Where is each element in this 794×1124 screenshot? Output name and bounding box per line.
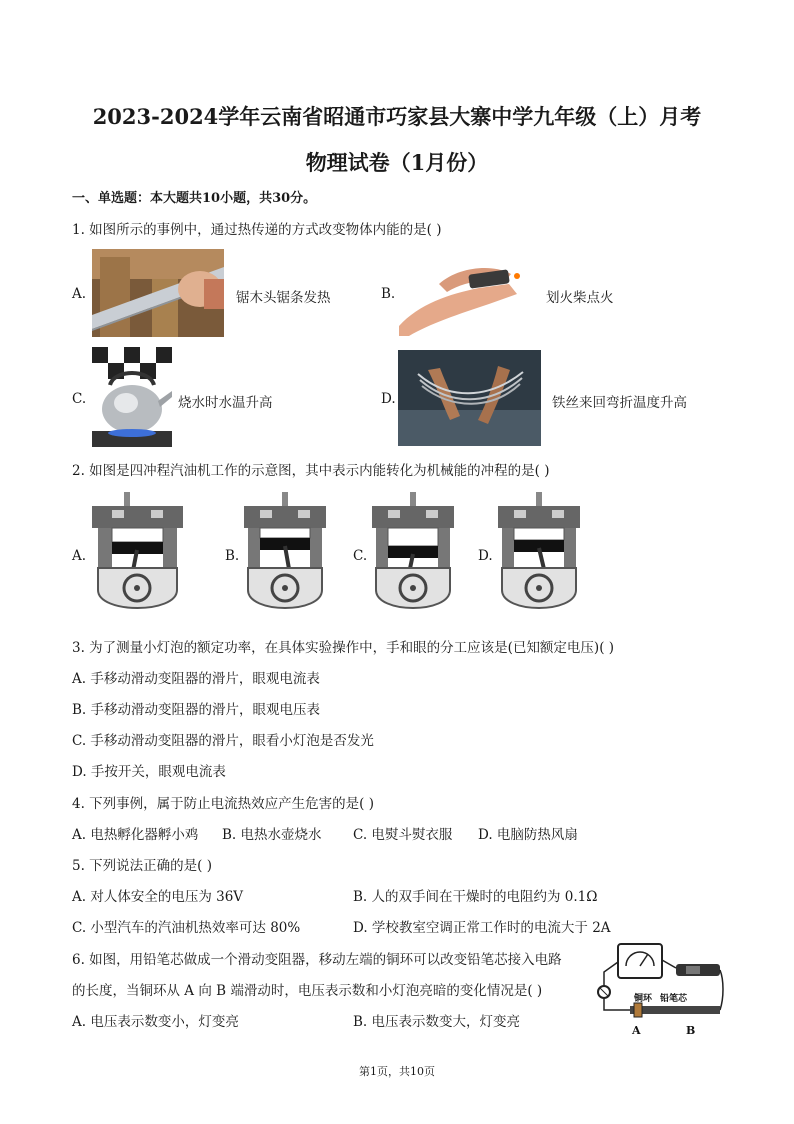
q6-option-a: A. 电压表示数变小，灯变亮 [72, 1014, 239, 1030]
question-6-stem-line2: 的长度，当铜环从 A 向 B 端滑动时，电压表示数和小灯泡亮暗的变化情况是( ) [72, 983, 543, 999]
q5-option-c: C. 小型汽车的汽油机热效率可达 80% [72, 920, 301, 936]
q4-option-c: C. 电熨斗熨衣服 [353, 827, 453, 843]
q1-option-b-letter: B. [381, 286, 396, 302]
q3-option-b: B. 手移动滑动变阻器的滑片，眼观电压表 [72, 702, 321, 718]
q2-engine-diagram-d [496, 490, 582, 614]
q3-option-c: C. 手移动滑动变阻器的滑片，眼看小灯泡是否发光 [72, 733, 374, 749]
q1-option-c-letter: C. [72, 391, 87, 407]
q2-option-a-letter: A. [72, 548, 87, 564]
question-1-stem: 1. 如图所示的事例中，通过热传递的方式改变物体内能的是( ) [72, 222, 442, 238]
pencil-lead-icon [630, 1006, 720, 1014]
q5-option-d: D. 学校教室空调正常工作时的电流大于 2A [353, 920, 611, 936]
q6-label-b: B [686, 1024, 696, 1037]
q1-option-b-caption: 划火柴点火 [546, 290, 614, 306]
q1-wire-bending-image [398, 350, 541, 446]
q2-engine-diagram-a [90, 490, 185, 614]
q6-circuit-figure [590, 940, 725, 1040]
q2-engine-diagram-b [242, 490, 328, 614]
section-heading: 一、单选题：本大题共10小题，共30分。 [72, 191, 317, 206]
q5-option-a: A. 对人体安全的电压为 36V [72, 889, 244, 905]
q6-label-ring: 铜环 [634, 994, 653, 1004]
question-4-stem: 4. 下列事例，属于防止电流热效应产生危害的是( ) [72, 796, 374, 812]
copper-ring-icon [634, 1003, 642, 1017]
q2-option-b-letter: B. [225, 548, 240, 564]
voltmeter-icon [618, 944, 662, 978]
q3-option-a: A. 手移动滑动变阻器的滑片，眼观电流表 [72, 671, 320, 687]
q2-engine-diagram-c [370, 490, 456, 614]
q4-option-b: B. 电热水壶烧水 [222, 827, 322, 843]
q1-kettle-image [92, 347, 172, 447]
q3-option-d: D. 手按开关，眼观电流表 [72, 764, 226, 780]
question-6-stem-line1: 6. 如图，用铅笔芯做成一个滑动变阻器，移动左端的铜环可以改变铅笔芯接入电路 [72, 952, 562, 968]
q1-match-image [399, 254, 524, 336]
q1-option-d-letter: D. [381, 391, 396, 407]
q4-option-a: A. 电热孵化器孵小鸡 [72, 827, 199, 843]
q1-option-c-caption: 烧水时水温升高 [178, 395, 273, 411]
q6-option-b: B. 电压表示数变大，灯变亮 [353, 1014, 521, 1030]
q6-label-a: A [632, 1024, 641, 1037]
exam-title-line1: 2023-2024学年云南省昭通市巧家县大寨中学九年级（上）月考 [92, 104, 702, 129]
page-number: 第1页，共10页 [359, 1065, 435, 1078]
q2-option-c-letter: C. [353, 548, 368, 564]
q5-option-b: B. 人的双手间在干燥时的电阻约为 0.1Ω [353, 889, 598, 905]
question-3-stem: 3. 为了测量小灯泡的额定功率，在具体实验操作中，手和眼的分工应该是(已知额定电压)( ) [72, 640, 615, 656]
q1-option-d-caption: 铁丝来回弯折温度升高 [552, 395, 687, 411]
q6-label-pencil: 铅笔芯 [660, 994, 688, 1004]
q4-option-d: D. 电脑防热风扇 [478, 827, 578, 843]
question-5-stem: 5. 下列说法正确的是( ) [72, 858, 212, 874]
exam-title-line2: 物理试卷（1月份） [305, 150, 489, 175]
q1-option-a-letter: A. [72, 286, 87, 302]
q1-saw-image [92, 249, 224, 337]
q2-option-d-letter: D. [478, 548, 493, 564]
q1-option-a-caption: 锯木头锯条发热 [236, 290, 331, 306]
question-2-stem: 2. 如图是四冲程汽油机工作的示意图，其中表示内能转化为机械能的冲程的是( ) [72, 463, 550, 479]
